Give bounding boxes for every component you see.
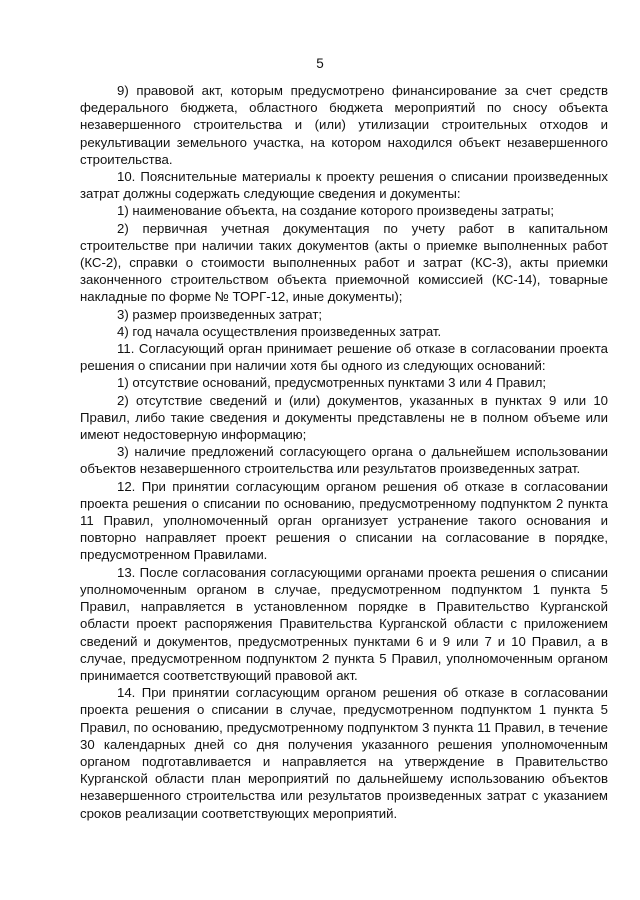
paragraph-section-11: 11. Согласующий орган принимает решение об отказе в согласовании проекта решения о списании при наличии хотя бы одного из следующих оснований: bbox=[80, 341, 608, 374]
paragraph-item-10-1: 1) наименование объекта, на создание которого произведены затраты; bbox=[117, 203, 555, 219]
paragraph-item-11-1: 1) отсутствие оснований, предусмотренных пунктами 3 или 4 Правил; bbox=[117, 375, 547, 391]
paragraph-item-9: 9) правовой акт, которым предусмотрено финансирование за счет средств федерального бюджета, областного бюджета мероприятий по сносу объекта незавершенного строительства и (или) утилизации строительных отходов и рекультивации земельного участка, на котором находился объект незавершенного строительства. bbox=[80, 83, 608, 167]
paragraph-section-14: 14. При принятии согласующим органом решения об отказе в согласовании проекта решения о списании в случае, предусмотренном подпунктом 1 пункта 5 Правил, по основанию, предусмотренному подпунктом 3 пункта 11 Правил, в течение 30 календарных дней со дня получения указанного решения уполномоченным органом подготавливается и направляется на утверждение в Правительство Курганской области план мероприятий по дальнейшему использованию объектов незавершенного строительства или результатов произведенных затрат с указанием сроков реализации соответствующих мероприятий. bbox=[80, 685, 608, 821]
paragraph-item-10-2: 2) первичная учетная документация по учету работ в капитальном строительстве при наличии таких документов (акты о приемке выполненных работ (КС-2), справки о стоимости выполненных работ и затрат (КС-3), акты приемки законченного строительством объекта приемочной комиссией (КС-14), товарные накладные по форме № ТОРГ-12, иные документы); bbox=[80, 220, 608, 305]
page-number: 5 bbox=[316, 56, 324, 71]
paragraph-item-11-2: 2) отсутствие сведений и (или) документов, указанных в пунктах 9 или 10 Правил, либо такие сведения и документы представлены не в полном объеме или имеют недостоверную информацию; bbox=[80, 392, 608, 443]
paragraph-section-13: 13. После согласования согласующими органами проекта решения о списании уполномоченным органом в случае, предусмотренном подпунктом 1 пункта 5 Правил, направляется в установленном порядке в Правительство Курганской области проект распоряжения Правительства Курганской области с приложением сведений и документов, предусмотренных пунктами 6 и 9 или 7 и 10 Правил, а в случае, предусмотренном подпунктом 2 пункта 5 Правил, уполномоченным органом принимается соответствующий правовой акт. bbox=[80, 564, 608, 683]
paragraph-item-10-4: 4) год начала осуществления произведенных затрат. bbox=[117, 323, 442, 339]
paragraph-section-12: 12. При принятии согласующим органом решения об отказе в согласовании проекта решения о списании по основанию, предусмотренному подпунктом 2 пункта 11 Правил, уполномоченный орган организует устранение такого основания и повторно направляет проект решения о списании на согласование в порядке, предусмотренном Правилами. bbox=[80, 478, 608, 563]
document-body bbox=[80, 82, 608, 822]
paragraph-item-10-3: 3) размер произведенных затрат; bbox=[117, 306, 323, 322]
paragraph-item-11-3: 3) наличие предложений согласующего органа о дальнейшем использовании объектов незавершенного строительства или результатов произведенных затрат. bbox=[80, 444, 608, 477]
paragraph-section-10: 10. Пояснительные материалы к проекту решения о списании произведенных затрат должны содержать следующие сведения и документы: bbox=[80, 169, 608, 202]
